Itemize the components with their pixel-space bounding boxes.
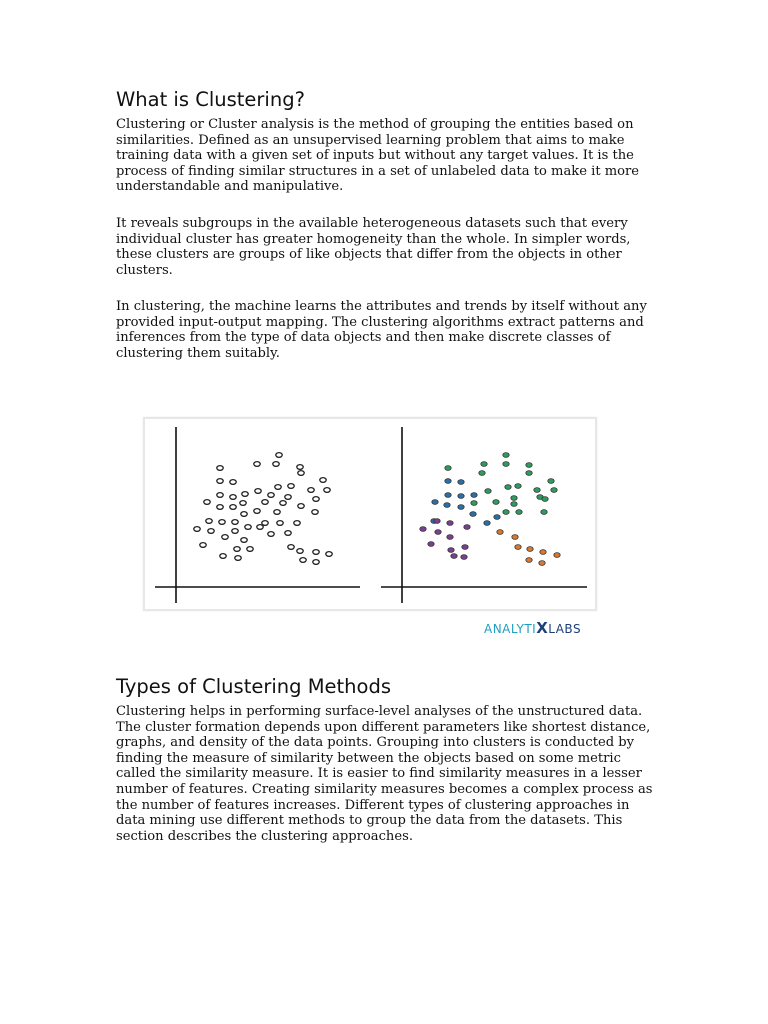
unclustered-point xyxy=(276,453,282,458)
clustered-point xyxy=(548,479,554,484)
clustered-point xyxy=(479,471,485,476)
unclustered-points xyxy=(194,453,332,565)
section-heading-types-of-clustering: Types of Clustering Methods xyxy=(116,675,391,698)
paragraph-subgroups: It reveals subgroups in the available heterogeneous datasets such that every individual cluster has greater homogeneity than the whole. In simpler words, these clusters are groups of like objects that differ from the objects in other clusters. xyxy=(116,216,631,278)
clustered-point xyxy=(497,530,503,535)
clustered-point xyxy=(527,547,533,552)
clustered-point xyxy=(494,515,500,520)
clustered-point xyxy=(512,535,518,540)
unclustered-point xyxy=(206,519,212,524)
unclustered-point xyxy=(285,531,291,536)
clustered-point xyxy=(484,521,490,526)
unclustered-point xyxy=(254,462,260,467)
clustered-point xyxy=(511,496,517,501)
unclustered-point xyxy=(288,545,294,550)
unclustered-point xyxy=(234,547,240,552)
clustered-point xyxy=(515,484,521,489)
unclustered-point xyxy=(230,480,236,485)
unclustered-point xyxy=(242,492,248,497)
clustered-point xyxy=(554,553,560,558)
clustered-point xyxy=(503,510,509,515)
unclustered-point xyxy=(217,493,223,498)
unclustered-point xyxy=(297,549,303,554)
clustered-point xyxy=(503,453,509,458)
unclustered-point xyxy=(285,495,291,500)
unclustered-point xyxy=(326,552,332,557)
clustered-point xyxy=(464,525,470,530)
unclustered-point xyxy=(288,484,294,489)
clustered-point xyxy=(461,555,467,560)
unclustered-point xyxy=(240,501,246,506)
clustered-point xyxy=(448,548,454,553)
clustered-point xyxy=(447,535,453,540)
clustered-point xyxy=(493,500,499,505)
unclustered-point xyxy=(255,489,261,494)
unclustered-point xyxy=(312,510,318,515)
unclustered-point xyxy=(313,550,319,555)
clustered-point xyxy=(435,530,441,535)
unclustered-point xyxy=(245,525,251,530)
clustered-point xyxy=(481,462,487,467)
clustered-point xyxy=(471,493,477,498)
clustered-point xyxy=(539,561,545,566)
clustered-point xyxy=(503,462,509,467)
unclustered-point xyxy=(200,543,206,548)
unclustered-point xyxy=(194,527,200,532)
paragraph-definition: Clustering or Cluster analysis is the method of grouping the entities based on similarities. Defined as an unsupervised learning problem that aims to make training data with a given set of inputs but without any target values. It is the process of finding similar structures in a set of unlabeled data to make it more understandable and manipulative. xyxy=(116,117,640,195)
unclustered-point xyxy=(298,504,304,509)
unclustered-point xyxy=(217,466,223,471)
unclustered-point xyxy=(220,554,226,559)
unclustered-point xyxy=(217,505,223,510)
unclustered-point xyxy=(230,495,236,500)
clustered-point xyxy=(541,510,547,515)
clustered-point xyxy=(516,510,522,515)
clustered-point xyxy=(451,554,457,559)
unclustered-point xyxy=(277,521,283,526)
unclustered-point xyxy=(280,501,286,506)
clustered-point xyxy=(470,512,476,517)
clustered-point xyxy=(511,502,517,507)
unclustered-point xyxy=(222,535,228,540)
clustered-point xyxy=(534,488,540,493)
clustered-point xyxy=(540,550,546,555)
unclustered-point xyxy=(241,538,247,543)
unclustered-point xyxy=(268,532,274,537)
section-heading-what-is-clustering: What is Clustering? xyxy=(116,88,305,111)
unclustered-point xyxy=(235,556,241,561)
unclustered-point xyxy=(262,500,268,505)
unclustered-point xyxy=(274,510,280,515)
clustered-point xyxy=(526,471,532,476)
unclustered-point xyxy=(241,512,247,517)
clustered-point xyxy=(445,479,451,484)
unclustered-point xyxy=(275,485,281,490)
unclustered-point xyxy=(273,462,279,467)
clustered-point xyxy=(458,480,464,485)
unclustered-point xyxy=(217,479,223,484)
unclustered-point xyxy=(232,520,238,525)
unclustered-point xyxy=(308,488,314,493)
unclustered-point xyxy=(268,493,274,498)
unclustered-point xyxy=(232,529,238,534)
clustered-point xyxy=(420,527,426,532)
clustered-point xyxy=(432,500,438,505)
unclustered-point xyxy=(257,525,263,530)
clustered-point xyxy=(445,466,451,471)
unclustered-point xyxy=(324,488,330,493)
clustered-point xyxy=(485,489,491,494)
clustered-point xyxy=(551,488,557,493)
unclustered-point xyxy=(294,521,300,526)
unclustered-point xyxy=(254,509,260,514)
clustered-point xyxy=(458,505,464,510)
clustered-point xyxy=(447,521,453,526)
logo-x: X xyxy=(536,619,549,637)
unclustered-point xyxy=(320,478,326,483)
clustered-point xyxy=(445,493,451,498)
clustered-point xyxy=(526,558,532,563)
unclustered-point xyxy=(247,547,253,552)
scatter-plots xyxy=(145,419,595,609)
clustered-point xyxy=(526,463,532,468)
logo-text-right: LABS xyxy=(548,622,582,636)
clustered-point xyxy=(462,545,468,550)
clustered-point xyxy=(542,497,548,502)
clustered-point xyxy=(428,542,434,547)
paragraph-machine-learns: In clustering, the machine learns the attributes and trends by itself without any provided input-output mapping. The clustering algorithms extract patterns and inferences from the type of data objects and then make discrete classes of clustering them suitably. xyxy=(116,299,647,361)
clustered-point xyxy=(444,503,450,508)
unclustered-point xyxy=(300,558,306,563)
clustered-point xyxy=(471,501,477,506)
clustered-points xyxy=(420,453,560,566)
unclustered-point xyxy=(313,560,319,565)
unclustered-point xyxy=(230,505,236,510)
clustered-point xyxy=(458,494,464,499)
unclustered-point xyxy=(313,497,319,502)
clustered-point xyxy=(505,485,511,490)
analytixlabs-logo xyxy=(484,619,604,639)
logo-text-left: ANALYTI xyxy=(484,622,537,636)
clustered-point xyxy=(515,545,521,550)
clustered-point xyxy=(434,519,440,524)
unclustered-point xyxy=(219,520,225,525)
unclustered-point xyxy=(204,500,210,505)
unclustered-point xyxy=(297,465,303,470)
unclustered-point xyxy=(298,471,304,476)
unclustered-point xyxy=(208,529,214,534)
clustering-illustration xyxy=(143,417,597,611)
paragraph-types-description: Clustering helps in performing surface-level analyses of the unstructured data. The cluster formation depends upon different parameters like shortest distance, graphs, and density of the data points. Grouping into clusters is conducted by finding the measure of similarity between the objects based on some metric called the similarity measure. It is easier to find similarity measures in a lesser number of features. Creating similarity measures becomes a complex process as the number of features increases. Different types of clustering approaches in data mining use different methods to group the data from the datasets. This section describes the clustering approaches. xyxy=(116,704,653,844)
